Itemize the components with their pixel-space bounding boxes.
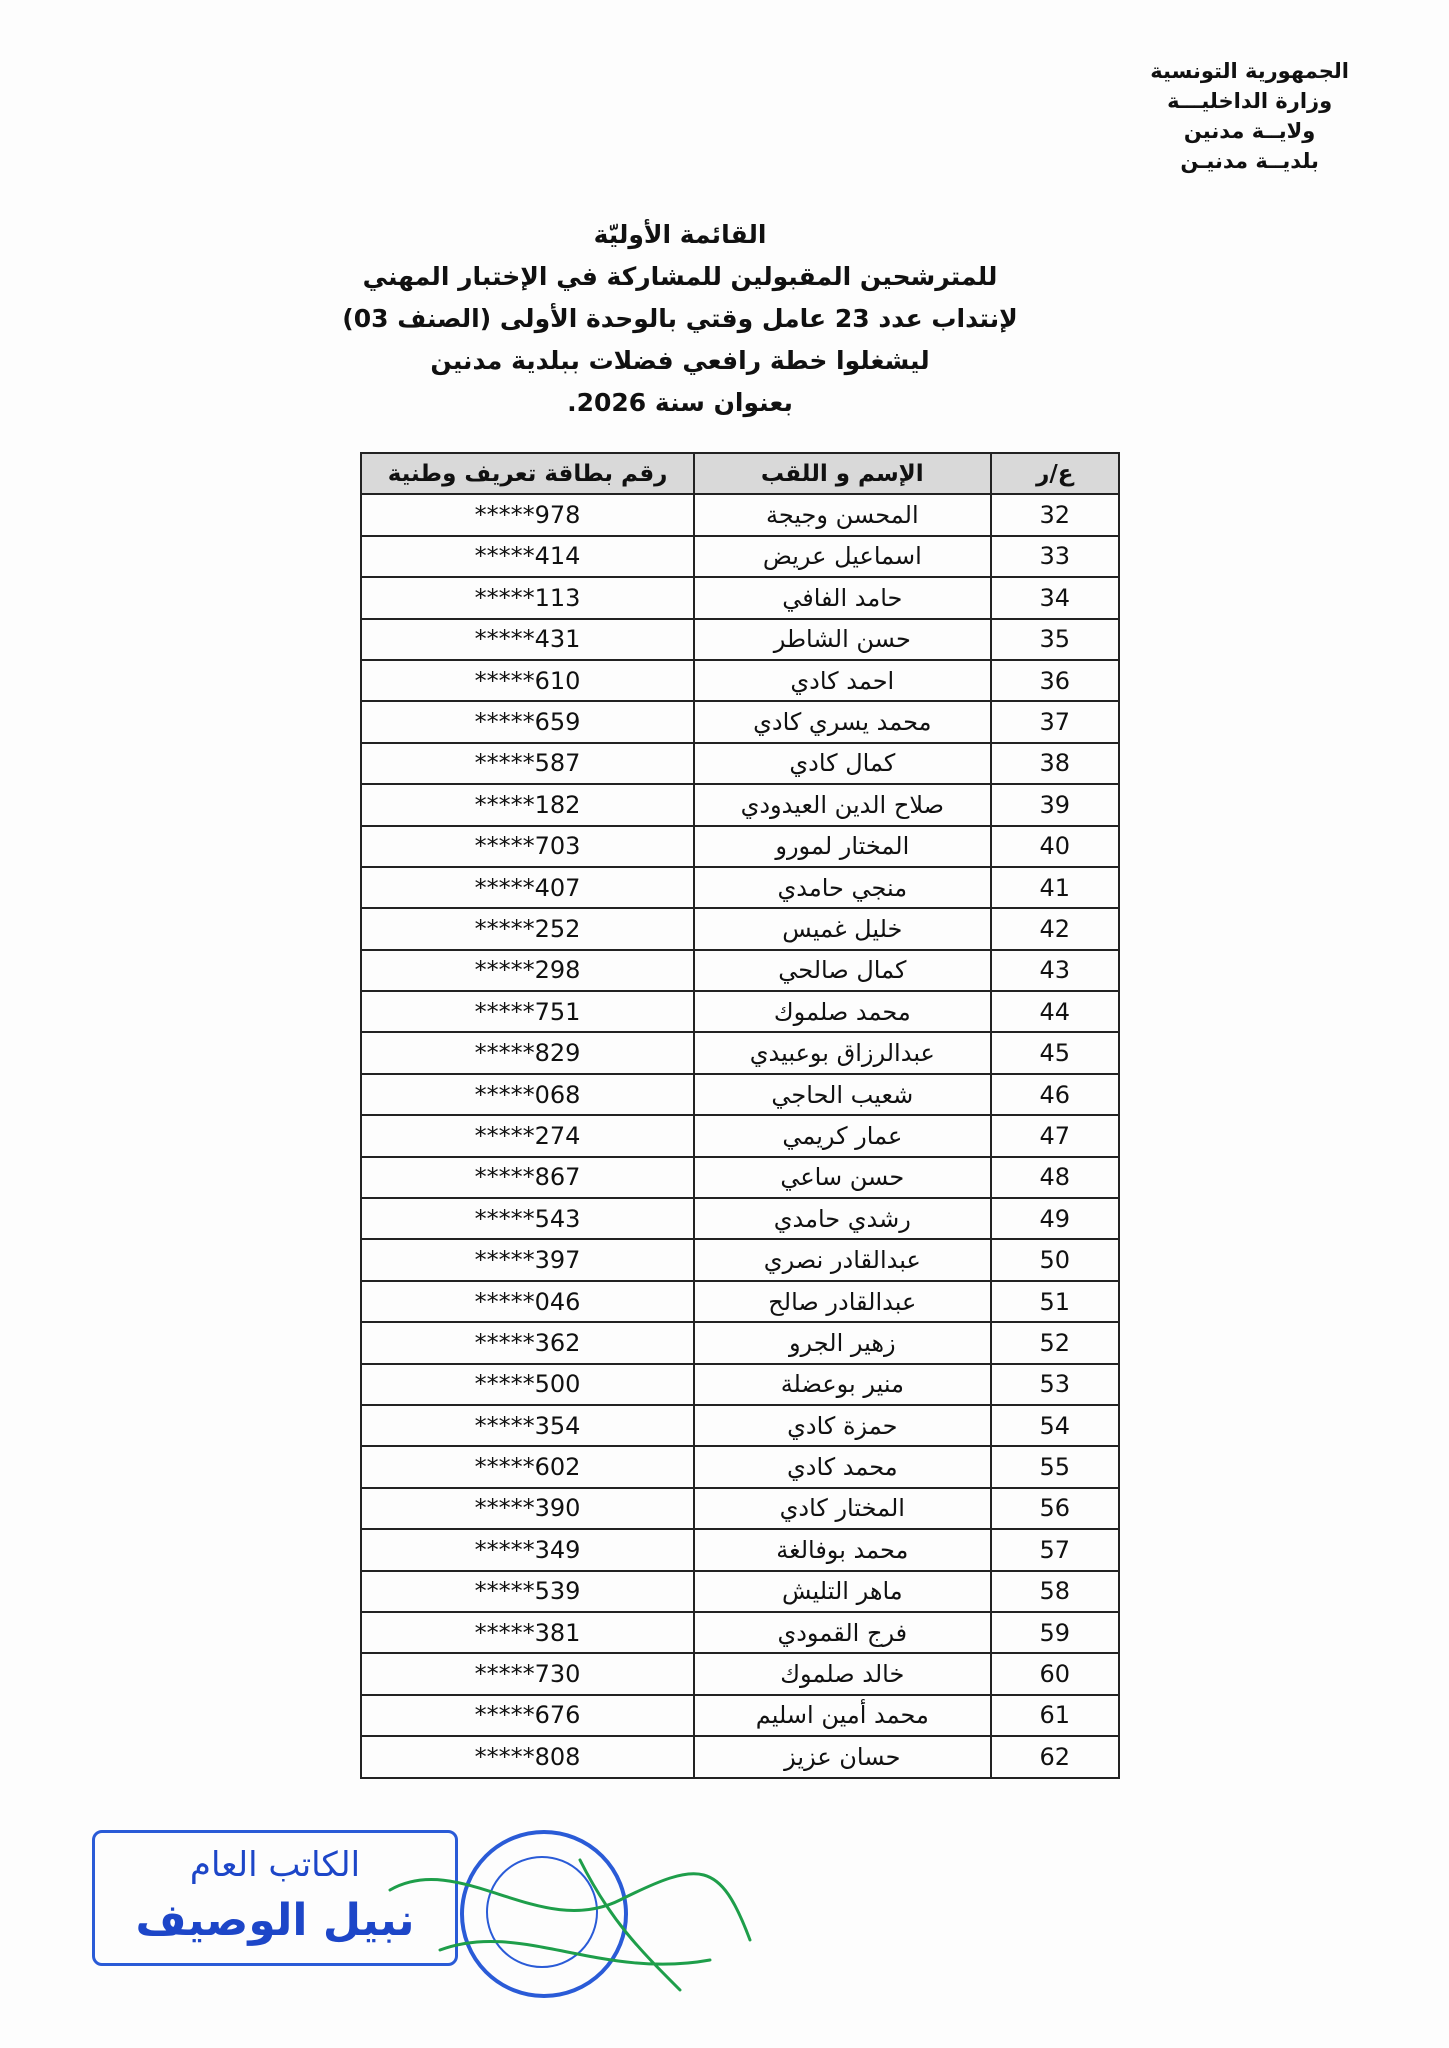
governorate-name: ولايــة مدنين xyxy=(1183,119,1316,143)
table-row xyxy=(361,1446,1119,1487)
row-number: 45 xyxy=(991,1032,1119,1073)
candidate-id-card: *****539 xyxy=(361,1571,694,1612)
table-row xyxy=(361,536,1119,577)
candidate-name: فرج القمودي xyxy=(694,1612,990,1653)
table-row xyxy=(361,1653,1119,1694)
row-number: 40 xyxy=(991,826,1119,867)
row-number: 39 xyxy=(991,784,1119,825)
candidate-name: زهير الجرو xyxy=(694,1322,990,1363)
table-row xyxy=(361,1322,1119,1363)
candidate-id-card: *****298 xyxy=(361,950,694,991)
table-body xyxy=(361,494,1119,1777)
signature-stroke xyxy=(390,1860,750,1990)
table-row xyxy=(361,826,1119,867)
table-row xyxy=(361,1571,1119,1612)
candidate-id-card: *****349 xyxy=(361,1529,694,1570)
candidate-id-card: *****182 xyxy=(361,784,694,825)
title-line-5: بعنوان سنة 2026. xyxy=(567,388,793,417)
candidate-id-card: *****068 xyxy=(361,1074,694,1115)
candidate-id-card: *****414 xyxy=(361,536,694,577)
row-number: 38 xyxy=(991,743,1119,784)
candidate-name: حسن ساعي xyxy=(694,1157,990,1198)
handwritten-signature xyxy=(380,1830,760,2000)
row-number: 36 xyxy=(991,660,1119,701)
candidate-id-card: *****543 xyxy=(361,1198,694,1239)
candidate-id-card: *****676 xyxy=(361,1695,694,1736)
table-row xyxy=(361,1695,1119,1736)
candidate-name: خليل غميس xyxy=(694,908,990,949)
header-number: ع/ر xyxy=(991,453,1119,494)
candidate-name: احمد كادي xyxy=(694,660,990,701)
table-row xyxy=(361,1198,1119,1239)
candidate-name: حسن الشاطر xyxy=(694,619,990,660)
candidate-name: اسماعيل عريض xyxy=(694,536,990,577)
candidate-id-card: *****397 xyxy=(361,1239,694,1280)
table-row xyxy=(361,950,1119,991)
row-number: 56 xyxy=(991,1488,1119,1529)
candidate-name: كمال كادي xyxy=(694,743,990,784)
candidate-name: كمال صالحي xyxy=(694,950,990,991)
table-row xyxy=(361,1529,1119,1570)
table-row xyxy=(361,1157,1119,1198)
table-row xyxy=(361,743,1119,784)
candidate-name: خالد صلموك xyxy=(694,1653,990,1694)
table-row xyxy=(361,1736,1119,1777)
candidate-name: حسان عزيز xyxy=(694,1736,990,1777)
candidate-name: عبدالقادر صالح xyxy=(694,1281,990,1322)
candidate-id-card: *****978 xyxy=(361,494,694,535)
table-header-row xyxy=(361,453,1119,494)
row-number: 58 xyxy=(991,1571,1119,1612)
candidate-id-card: *****829 xyxy=(361,1032,694,1073)
table-row xyxy=(361,1115,1119,1156)
candidate-id-card: *****610 xyxy=(361,660,694,701)
row-number: 51 xyxy=(991,1281,1119,1322)
row-number: 34 xyxy=(991,577,1119,618)
table-row xyxy=(361,1405,1119,1446)
table-row xyxy=(361,619,1119,660)
row-number: 43 xyxy=(991,950,1119,991)
table-row xyxy=(361,577,1119,618)
candidate-name: منير بوعضلة xyxy=(694,1364,990,1405)
candidate-id-card: *****113 xyxy=(361,577,694,618)
table-row xyxy=(361,784,1119,825)
row-number: 57 xyxy=(991,1529,1119,1570)
table-row xyxy=(361,1074,1119,1115)
table-row xyxy=(361,1364,1119,1405)
row-number: 53 xyxy=(991,1364,1119,1405)
candidate-id-card: *****500 xyxy=(361,1364,694,1405)
row-number: 32 xyxy=(991,494,1119,535)
candidate-name: حمزة كادي xyxy=(694,1405,990,1446)
candidate-name: محمد أمين اسليم xyxy=(694,1695,990,1736)
candidate-id-card: *****751 xyxy=(361,991,694,1032)
candidate-id-card: *****659 xyxy=(361,701,694,742)
row-number: 55 xyxy=(991,1446,1119,1487)
table-row xyxy=(361,660,1119,701)
candidate-name: المختار لمورو xyxy=(694,826,990,867)
candidate-id-card: *****407 xyxy=(361,867,694,908)
title-line-1: القائمة الأوليّة xyxy=(593,220,767,249)
candidate-id-card: *****431 xyxy=(361,619,694,660)
candidate-name: رشدي حامدي xyxy=(694,1198,990,1239)
table-row xyxy=(361,1488,1119,1529)
row-number: 59 xyxy=(991,1612,1119,1653)
row-number: 61 xyxy=(991,1695,1119,1736)
row-number: 48 xyxy=(991,1157,1119,1198)
table-row xyxy=(361,1032,1119,1073)
table-row xyxy=(361,867,1119,908)
row-number: 52 xyxy=(991,1322,1119,1363)
candidate-id-card: *****587 xyxy=(361,743,694,784)
row-number: 37 xyxy=(991,701,1119,742)
candidate-id-card: *****252 xyxy=(361,908,694,949)
signatory-name: نبيل الوصيف xyxy=(135,1895,415,1946)
municipality-name: بلديــة مدنيـن xyxy=(1180,149,1319,173)
row-number: 42 xyxy=(991,908,1119,949)
title-line-3: لإنتداب عدد 23 عامل وقتي بالوحدة الأولى (الصنف 03) xyxy=(342,304,1018,333)
candidate-id-card: *****274 xyxy=(361,1115,694,1156)
candidate-id-card: *****046 xyxy=(361,1281,694,1322)
row-number: 60 xyxy=(991,1653,1119,1694)
row-number: 54 xyxy=(991,1405,1119,1446)
candidate-name: عبدالقادر نصري xyxy=(694,1239,990,1280)
candidate-name: حامد الفافي xyxy=(694,577,990,618)
table-row xyxy=(361,701,1119,742)
candidate-id-card: *****390 xyxy=(361,1488,694,1529)
candidate-id-card: *****808 xyxy=(361,1736,694,1777)
signatory-role: الكاتب العام xyxy=(189,1845,361,1885)
header-id-card: رقم بطاقة تعريف وطنية xyxy=(361,453,694,494)
candidate-name: صلاح الدين العيدودي xyxy=(694,784,990,825)
candidate-id-card: *****703 xyxy=(361,826,694,867)
document-title xyxy=(300,214,1060,424)
row-number: 33 xyxy=(991,536,1119,577)
row-number: 49 xyxy=(991,1198,1119,1239)
candidate-name: منجي حامدي xyxy=(694,867,990,908)
document-header xyxy=(1150,56,1349,176)
header-name: الإسم و اللقب xyxy=(694,453,990,494)
row-number: 47 xyxy=(991,1115,1119,1156)
candidate-name: شعيب الحاجي xyxy=(694,1074,990,1115)
candidate-name: محمد صلموك xyxy=(694,991,990,1032)
table-row xyxy=(361,1239,1119,1280)
candidate-id-card: *****381 xyxy=(361,1612,694,1653)
candidate-name: عمار كريمي xyxy=(694,1115,990,1156)
table-row xyxy=(361,991,1119,1032)
candidates-table xyxy=(360,452,1120,1779)
title-line-4: ليشغلوا خطة رافعي فضلات ببلدية مدنين xyxy=(430,346,930,375)
row-number: 41 xyxy=(991,867,1119,908)
candidate-id-card: *****362 xyxy=(361,1322,694,1363)
candidate-name: محمد يسري كادي xyxy=(694,701,990,742)
row-number: 46 xyxy=(991,1074,1119,1115)
candidate-id-card: *****354 xyxy=(361,1405,694,1446)
table-row xyxy=(361,494,1119,535)
candidate-name: محمد بوفالغة xyxy=(694,1529,990,1570)
candidate-id-card: *****867 xyxy=(361,1157,694,1198)
table-row xyxy=(361,908,1119,949)
candidate-name: المحسن وجيجة xyxy=(694,494,990,535)
ministry-name: وزارة الداخليـــة xyxy=(1167,89,1333,113)
row-number: 50 xyxy=(991,1239,1119,1280)
title-line-2: للمترشحين المقبولين للمشاركة في الإختبار المهني xyxy=(362,262,998,291)
candidate-name: المختار كادي xyxy=(694,1488,990,1529)
table-row xyxy=(361,1612,1119,1653)
row-number: 44 xyxy=(991,991,1119,1032)
candidate-name: ماهر التليش xyxy=(694,1571,990,1612)
row-number: 35 xyxy=(991,619,1119,660)
republic-name: الجمهورية التونسية xyxy=(1150,59,1349,83)
candidate-id-card: *****602 xyxy=(361,1446,694,1487)
row-number: 62 xyxy=(991,1736,1119,1777)
candidate-id-card: *****730 xyxy=(361,1653,694,1694)
table-row xyxy=(361,1281,1119,1322)
candidate-name: عبدالرزاق بوعبيدي xyxy=(694,1032,990,1073)
candidate-name: محمد كادي xyxy=(694,1446,990,1487)
